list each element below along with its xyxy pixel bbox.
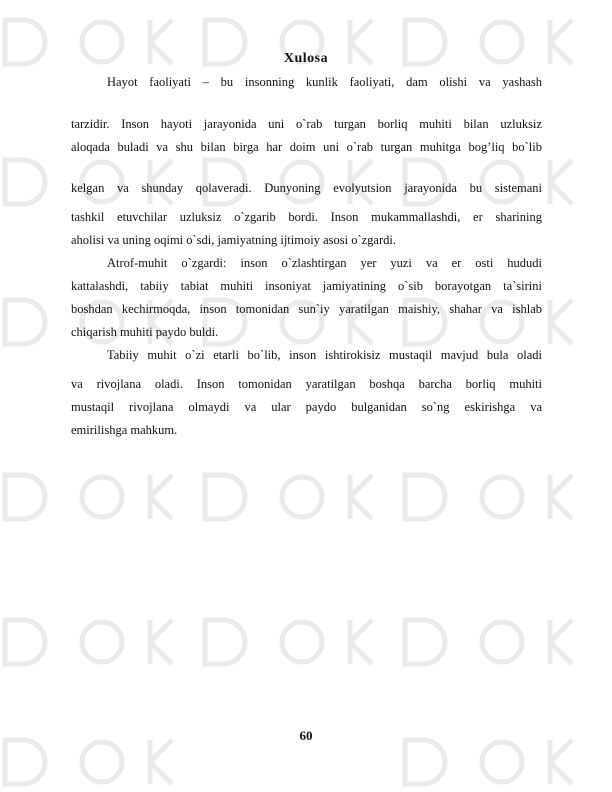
paragraph-line: kelgan va shunday qolaveradi. Dunyoning evolyutsion jarayonida bu sistemani [71,181,542,195]
paragraph-line: aholisi va uning oqimi o`sdi, jamiyatning ijtimoiy asosi o`zgardi. [71,233,396,247]
paragraph-line: Hayot faoliyati – bu insonning kunlik faoliyati, dam olishi va yashash [107,75,542,89]
paragraph-line: tarzidir. Inson hayoti jarayonida uni o`rab turgan borliq muhiti bilan uzluksiz [71,117,542,131]
page-number: 60 [299,728,313,743]
paragraph-line: tashkil etuvchilar uzluksiz o`zgarib bordi. Inson mukammallashdi, er sharining [71,210,542,224]
paragraph-line: mustaqil rivojlana olmaydi va ular paydo bulganidan so`ng eskirishga va [71,400,542,414]
paragraph-line: Tabiiy muhit o`zi etarli bo`lib, inson ishtirokisiz mustaqil mavjud bula oladi [107,348,542,362]
paragraph-line: chiqarish muhiti paydo buldi. [71,325,219,339]
paragraph-line: Atrof-muhit o`zgardi: inson o`zlashtirgan yer yuzi va er osti hududi [107,256,542,270]
paragraph-line: boshdan kechirmoqda, inson tomonidan sun`iy yaratilgan maishiy, shahar va ishlab [71,302,542,316]
paragraph-line: kattalashdi, tabiiy tabiat muhiti insoniyat jamiyatining o`sib borayotgan ta`sirini [71,279,542,293]
paragraph-line: aloqada buladi va shu bilan birga har doim uni o`rab turgan muhitga bog’liq bo`lib [71,140,542,154]
paragraph-line: va rivojlana oladi. Inson tomonidan yaratilgan boshqa barcha borliq muhiti [71,377,542,391]
paragraph-line: emirilishga mahkum. [71,423,178,437]
page-title: Xulosa [283,51,329,66]
